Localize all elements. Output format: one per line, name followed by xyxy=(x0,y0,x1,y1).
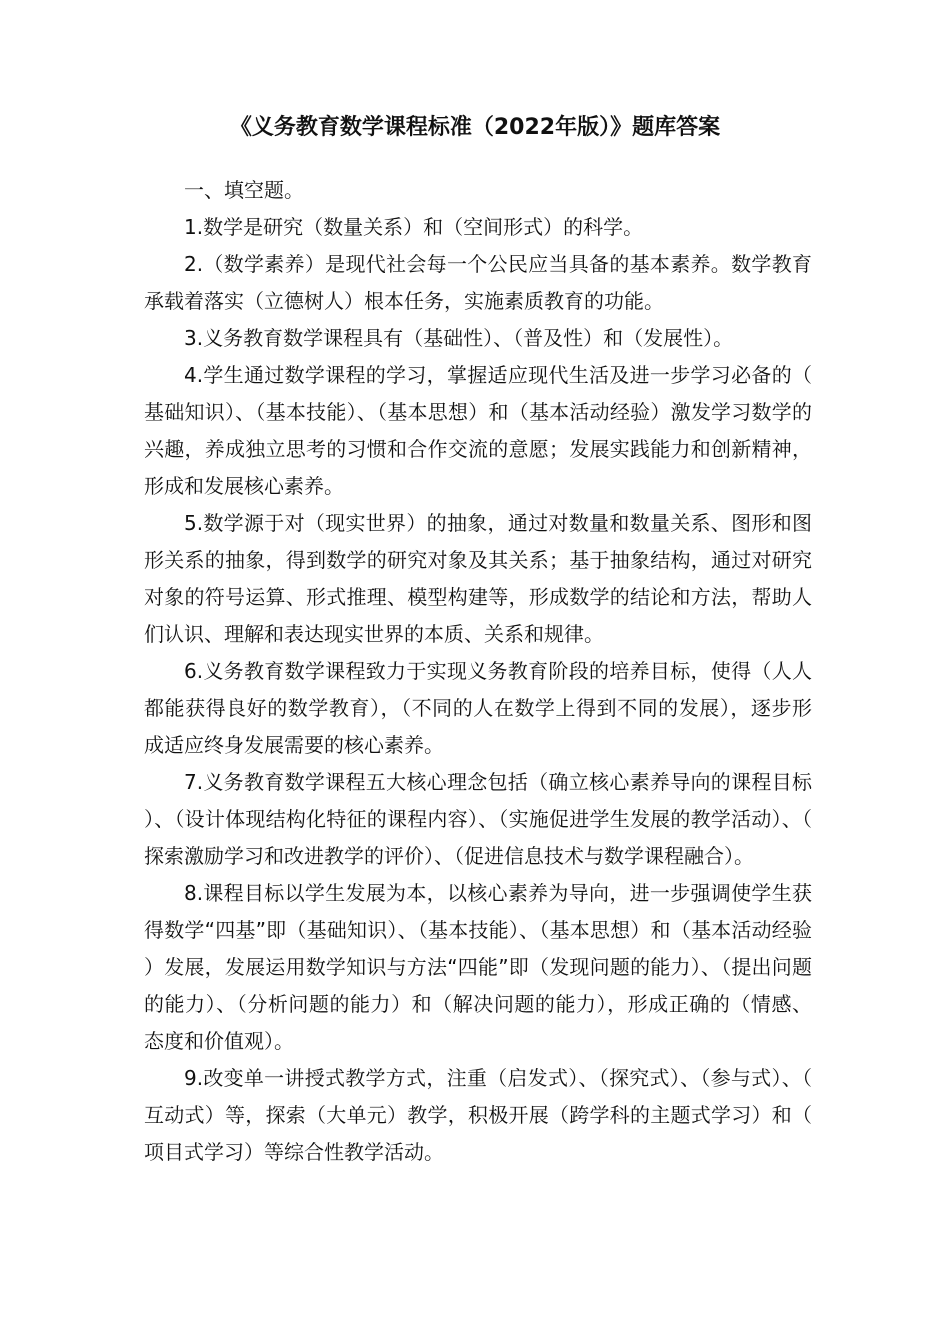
question-4: 4.学生通过数学课程的学习，掌握适应现代生活及进一步学习必备的（基础知识）、（基本技能）、（基本思想）和（基本活动经验）激发学习数学的兴趣，养成独立思考的习惯和合作交流的意愿；发展实践能力和创新精神，形成和发展核心素养。 xyxy=(144,363,812,498)
question-1: 1.数学是研究（数量关系）和（空间形式）的科学。 xyxy=(184,215,644,239)
document-body xyxy=(144,172,812,1171)
document-title: 《义务教育数学课程标准（2022年版）》题库答案 xyxy=(229,115,721,140)
question-7: 7.义务教育数学课程五大核心理念包括（确立核心素养导向的课程目标）、（设计体现结构化特征的课程内容）、（实施促进学生发展的教学活动）、（探索激励学习和改进教学的评价）、（促进信息技术与数学课程融合）。 xyxy=(144,770,812,868)
question-3: 3.义务教育数学课程具有（基础性）、（普及性）和（发展性）。 xyxy=(184,326,734,350)
question-2: 2.（数学素养）是现代社会每一个公民应当具备的基本素养。数学教育承载着落实（立德树人）根本任务，实施素质教育的功能。 xyxy=(144,252,812,313)
question-6: 6.义务教育数学课程致力于实现义务教育阶段的培养目标，使得（人人都能获得良好的数学教育），（不同的人在数学上得到不同的发展），逐步形成适应终身发展需要的核心素养。 xyxy=(144,659,812,757)
section-heading: 一、填空题。 xyxy=(184,178,304,202)
question-8: 8.课程目标以学生发展为本，以核心素养为导向，进一步强调使学生获得数学“四基”即（基础知识）、（基本技能）、（基本思想）和（基本活动经验）发展，发展运用数学知识与方法“四能”即（发现问题的能力）、（提出问题的能力）、（分析问题的能力）和（解决问题的能力），形成正确的（情感、态度和价值观）。 xyxy=(144,881,812,1053)
question-5: 5.数学源于对（现实世界）的抽象，通过对数量和数量关系、图形和图形关系的抽象，得到数学的研究对象及其关系；基于抽象结构，通过对研究对象的符号运算、形式推理、模型构建等，形成数学的结论和方法，帮助人们认识、理解和表达现实世界的本质、关系和规律。 xyxy=(144,511,812,646)
question-9: 9.改变单一讲授式教学方式，注重（启发式）、（探究式）、（参与式）、（互动式）等，探索（大单元）教学，积极开展（跨学科的主题式学习）和（项目式学习）等综合性教学活动。 xyxy=(144,1066,812,1164)
